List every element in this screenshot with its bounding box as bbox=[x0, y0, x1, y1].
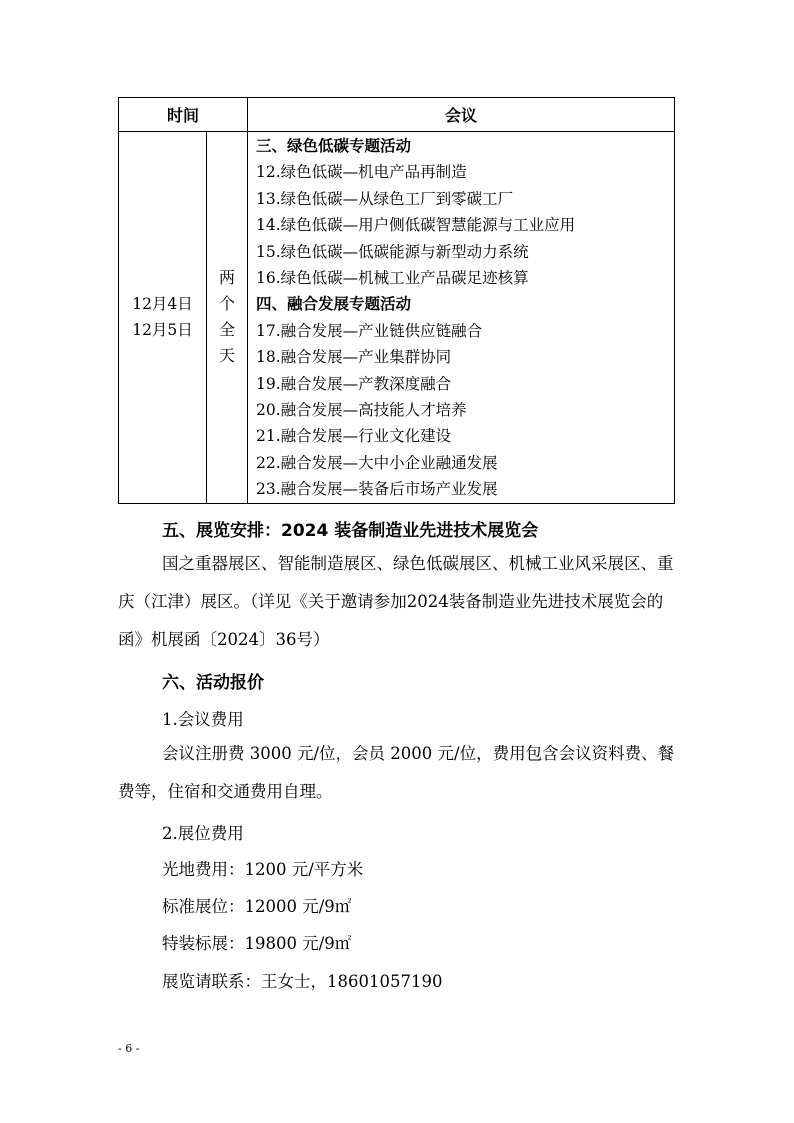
meeting-item: 15.绿色低碳—低碳能源与新型动力系统 bbox=[256, 242, 529, 261]
section-title: 三、绿色低碳专题活动 bbox=[256, 137, 412, 155]
meeting-item: 17.融合发展—产业链供应链融合 bbox=[256, 321, 483, 340]
table-row bbox=[119, 132, 675, 504]
duration-char: 全 bbox=[219, 320, 236, 340]
meeting-cell bbox=[248, 132, 675, 504]
section-6-heading: 六、活动报价 bbox=[162, 673, 264, 693]
date-line: 12月5日 bbox=[132, 321, 193, 340]
meeting-item: 19.融合发展—产教深度融合 bbox=[256, 374, 452, 393]
date-cell bbox=[119, 132, 207, 504]
meeting-item: 14.绿色低碳—用户侧低碳智慧能源与工业应用 bbox=[256, 216, 576, 235]
meeting-item: 23.融合发展—装备后市场产业发展 bbox=[256, 480, 498, 499]
date-line: 12月4日 bbox=[132, 295, 193, 314]
duration-char: 个 bbox=[219, 294, 236, 314]
space-fee: 光地费用：1200 元/平方米 bbox=[162, 860, 364, 879]
booth-fee-subheading: 2.展位费用 bbox=[162, 824, 244, 843]
meeting-fee-subheading: 1.会议费用 bbox=[162, 710, 244, 729]
meeting-item: 18.融合发展—产业集群协同 bbox=[256, 348, 452, 367]
meeting-item: 16.绿色低碳—机械工业产品碳足迹核算 bbox=[256, 269, 529, 288]
section-title: 四、融合发展专题活动 bbox=[256, 295, 412, 314]
table-header-row bbox=[119, 98, 675, 132]
meeting-item: 22.融合发展—大中小企业融通发展 bbox=[256, 453, 498, 472]
section-5-heading: 五、展览安排：2024 装备制造业先进技术展览会 bbox=[162, 521, 539, 541]
meeting-item: 12.绿色低碳—机电产品再制造 bbox=[256, 163, 467, 182]
special-booth-fee: 特装标展：19800 元/9㎡ bbox=[162, 934, 352, 953]
duration-char: 两 bbox=[219, 268, 236, 288]
page-number: - 6 - bbox=[118, 1042, 140, 1055]
meeting-fee-text: 会议注册费 3000 元/位，会员 2000 元/位，费用包含会议资料费、餐费等，住宿和交通费用自理。 bbox=[118, 744, 675, 801]
duration-cell bbox=[207, 132, 248, 504]
section-5-text: 国之重器展区、智能制造展区、绿色低碳展区、机械工业风采展区、重庆（江津）展区。（详见《关于邀请参加2024装备制造业先进技术展览会的函》机展函〔2024〕36号） bbox=[118, 554, 674, 649]
header-meeting: 会议 bbox=[248, 98, 675, 132]
standard-booth-fee: 标准展位：12000 元/9㎡ bbox=[162, 897, 352, 916]
header-time: 时间 bbox=[119, 98, 248, 132]
meeting-item: 21.融合发展—行业文化建设 bbox=[256, 427, 452, 446]
duration-char: 天 bbox=[219, 346, 236, 366]
exhibition-contact: 展览请联系：王女士，18601057190 bbox=[162, 972, 443, 991]
meeting-item: 13.绿色低碳—从绿色工厂到零碳工厂 bbox=[256, 189, 514, 208]
schedule-table bbox=[118, 97, 675, 504]
meeting-item: 20.融合发展—高技能人才培养 bbox=[256, 401, 467, 420]
